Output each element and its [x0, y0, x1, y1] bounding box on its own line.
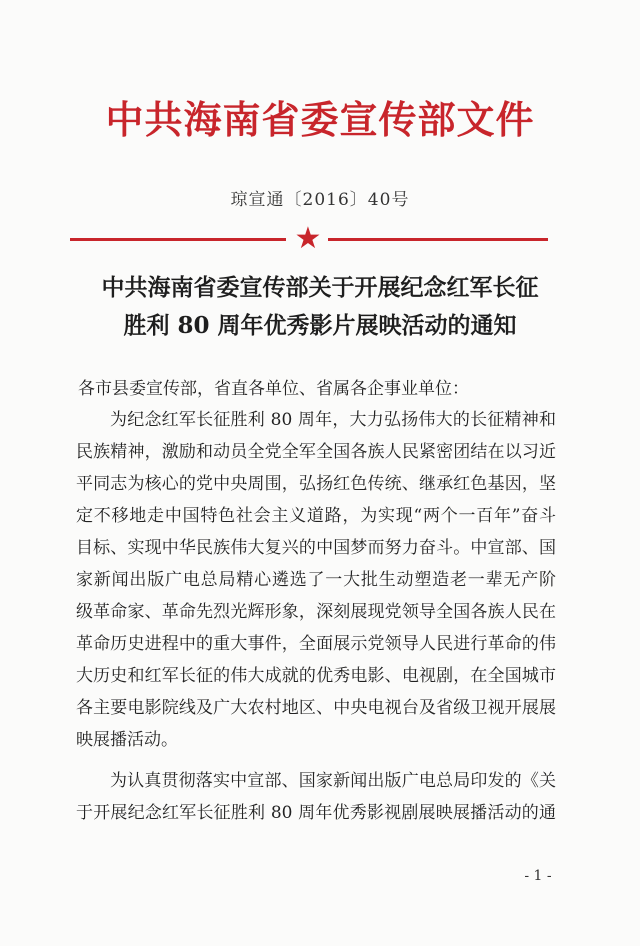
title-line: 中共海南省委宣传部关于开展纪念红军长征 — [101, 274, 539, 301]
body-line: 为认真贯彻落实中宣部、国家新闻出版广电总局印发的《关 — [110, 771, 556, 791]
body-line: 为纪念红军长征胜利 80 周年，大力弘扬伟大的长征精神和 — [110, 410, 556, 430]
body-line: 级革命家、革命先烈光辉形象，深刻展现党领导全国各族人民在 — [76, 602, 556, 622]
body-line: 革命历史进程中的重大事件，全面展示党领导人民进行革命的伟 — [76, 634, 556, 654]
red-rule-right — [328, 238, 548, 241]
salutation: 各市县委宣传部，省直各单位、省属各企事业单位： — [78, 379, 469, 399]
body-line: 定不移地走中国特色社会主义道路，为实现“两个一百年”奋斗 — [76, 506, 556, 526]
star-icon: ★ — [294, 221, 322, 256]
notice-title — [60, 269, 580, 345]
red-rule-left — [70, 238, 286, 241]
body-line: 目标、实现中华民族伟大复兴的中国梦而努力奋斗。中宣部、国 — [76, 538, 556, 558]
document-masthead: 中共海南省委宣传部文件 — [105, 97, 535, 142]
body-line: 家新闻出版广电总局精心遴选了一大批生动塑造老一辈无产阶 — [76, 570, 556, 590]
body-line: 民族精神，激励和动员全党全军全国各族人民紧密团结在以习近 — [76, 442, 556, 462]
title-line: 胜利 80 周年优秀影片展映活动的通知 — [123, 312, 517, 339]
body-line: 各主要电影院线及广大农村地区、中央电视台及省级卫视开展展 — [76, 698, 556, 718]
body-line: 映展播活动。 — [76, 730, 178, 750]
body-line: 平同志为核心的党中央周围，弘扬红色传统、继承红色基因，坚 — [76, 474, 556, 494]
body-line: 于开展纪念红军长征胜利 80 周年优秀影视剧展映展播活动的通 — [76, 803, 556, 823]
body-line: 大历史和红军长征的伟大成就的优秀电影、电视剧，在全国城市 — [76, 666, 556, 686]
document-number: 琼宣通〔2016〕40号 — [230, 190, 410, 210]
page-number: - 1 - — [524, 868, 552, 884]
